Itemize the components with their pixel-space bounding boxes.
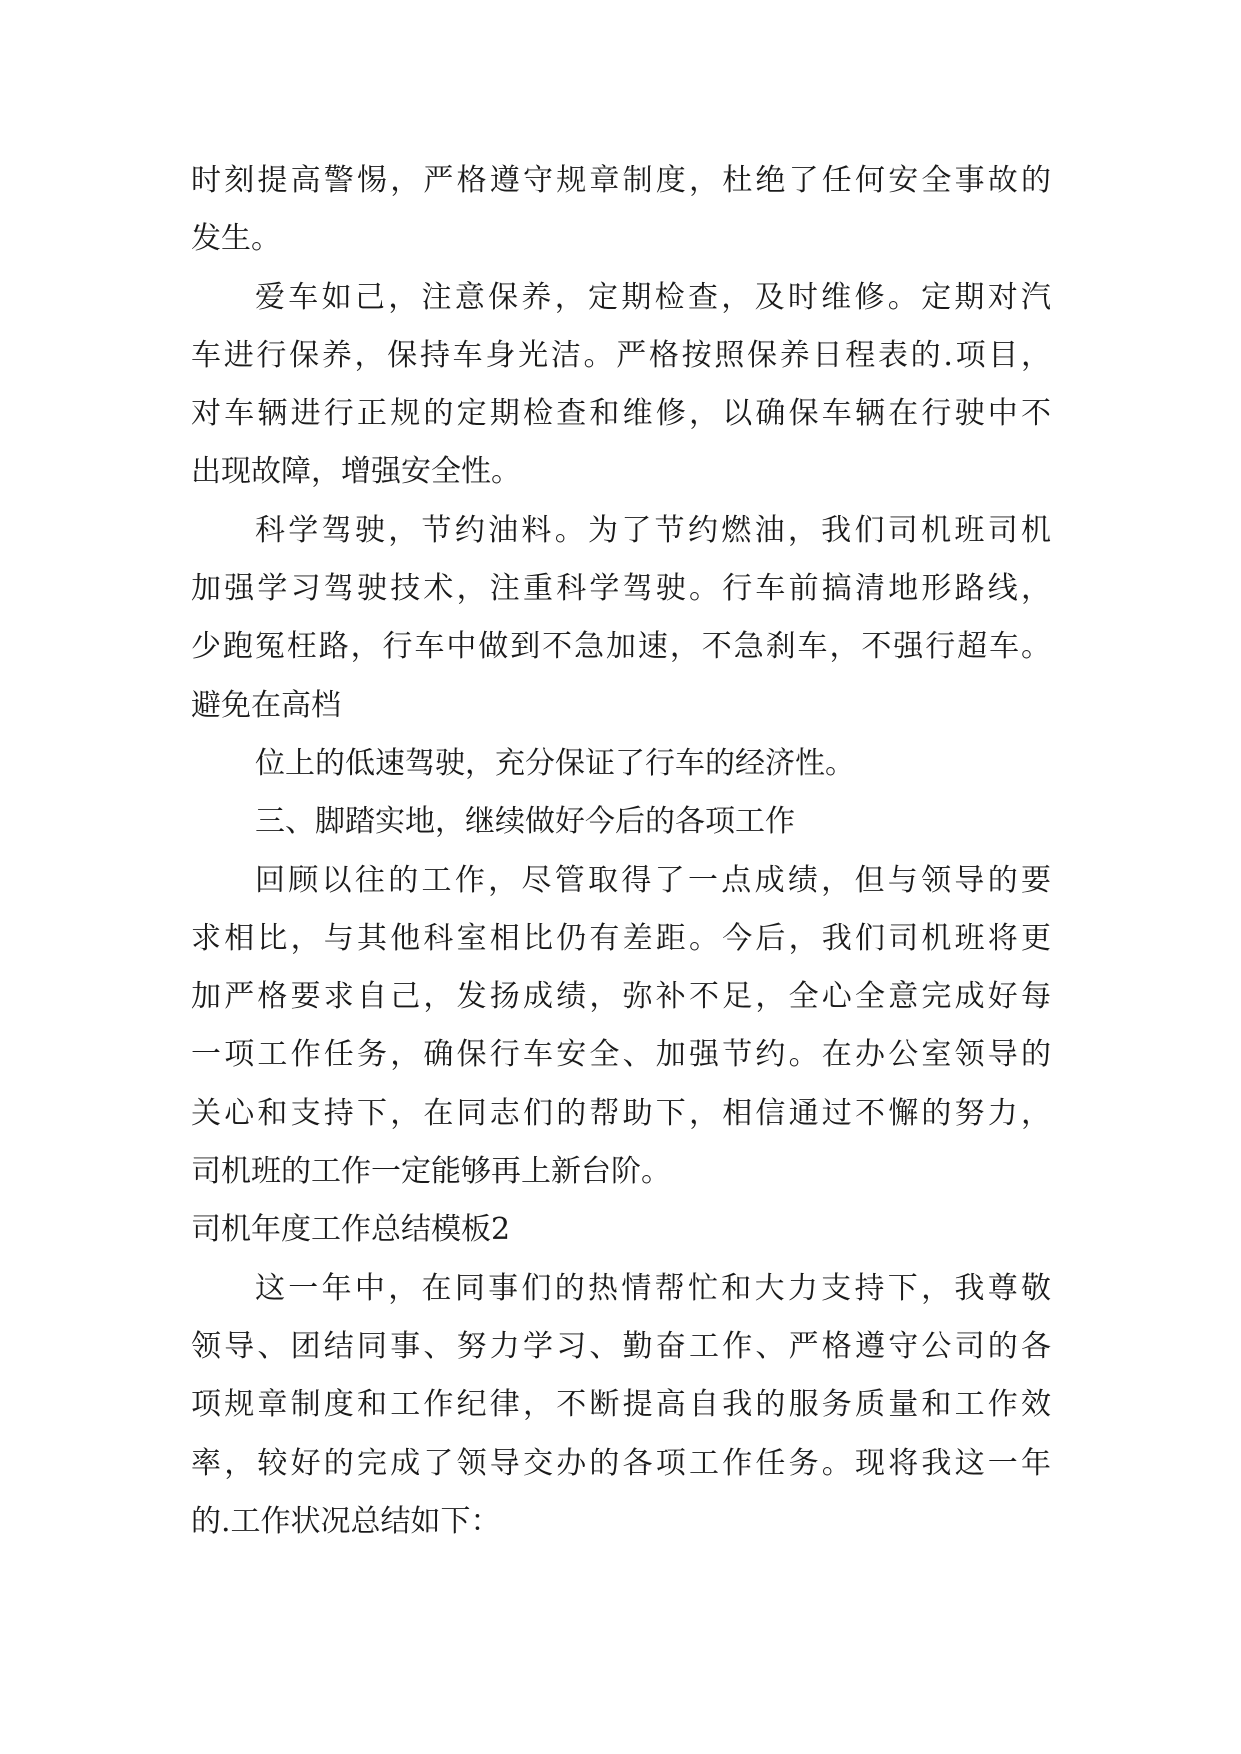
text-line: 对车辆进行正规的定期检查和维修，以确保车辆在行驶中不 bbox=[191, 396, 1051, 432]
text-line: 率，较好的完成了领导交办的各项工作任务。现将我这一年 bbox=[191, 1445, 1051, 1481]
text-line: 发生。 bbox=[191, 221, 281, 257]
text-line: 关心和支持下，在同志们的帮助下，相信通过不懈的努力， bbox=[191, 1095, 1051, 1131]
paragraph-start-line: 回顾以往的工作，尽管取得了一点成绩，但与领导的要 bbox=[255, 862, 1051, 898]
text-line: 项规章制度和工作纪律，不断提高自我的服务质量和工作效 bbox=[191, 1387, 1051, 1423]
text-line: 时刻提高警惕，严格遵守规章制度，杜绝了任何安全事故的 bbox=[191, 163, 1051, 198]
paragraph-start-line: 这一年中，在同事们的热情帮忙和大力支持下，我尊敬 bbox=[255, 1270, 1051, 1306]
paragraph-start-line: 位上的低速驾驶，充分保证了行车的经济性。 bbox=[255, 745, 855, 781]
document-subtitle: 司机年度工作总结模板2 bbox=[191, 1212, 511, 1248]
text-line: 加强学习驾驶技术，注重科学驾驶。行车前搞清地形路线， bbox=[191, 571, 1051, 607]
text-line: 的.工作状况总结如下： bbox=[191, 1503, 501, 1539]
paragraph-start-line: 科学驾驶，节约油料。为了节约燃油，我们司机班司机 bbox=[255, 512, 1051, 548]
paragraph-start-line: 爱车如己，注意保养，定期检查，及时维修。定期对汽 bbox=[255, 279, 1051, 315]
section-heading: 三、脚踏实地，继续做好今后的各项工作 bbox=[255, 804, 795, 840]
text-line: 求相比，与其他科室相比仍有差距。今后，我们司机班将更 bbox=[191, 920, 1051, 956]
document-body bbox=[191, 152, 1051, 1551]
text-line: 出现故障，增强安全性。 bbox=[191, 454, 521, 490]
text-line: 一项工作任务，确保行车安全、加强节约。在办公室领导的 bbox=[191, 1037, 1051, 1073]
text-line: 避免在高档 bbox=[191, 687, 341, 723]
text-line: 司机班的工作一定能够再上新台阶。 bbox=[191, 1154, 671, 1190]
text-line: 少跑冤枉路，行车中做到不急加速，不急刹车，不强行超车。 bbox=[191, 629, 1051, 665]
text-line: 车进行保养，保持车身光洁。严格按照保养日程表的.项目， bbox=[191, 337, 1051, 373]
text-line: 领导、团结同事、努力学习、勤奋工作、严格遵守公司的各 bbox=[191, 1328, 1051, 1364]
text-line: 加严格要求自己，发扬成绩，弥补不足，全心全意完成好每 bbox=[191, 979, 1051, 1015]
